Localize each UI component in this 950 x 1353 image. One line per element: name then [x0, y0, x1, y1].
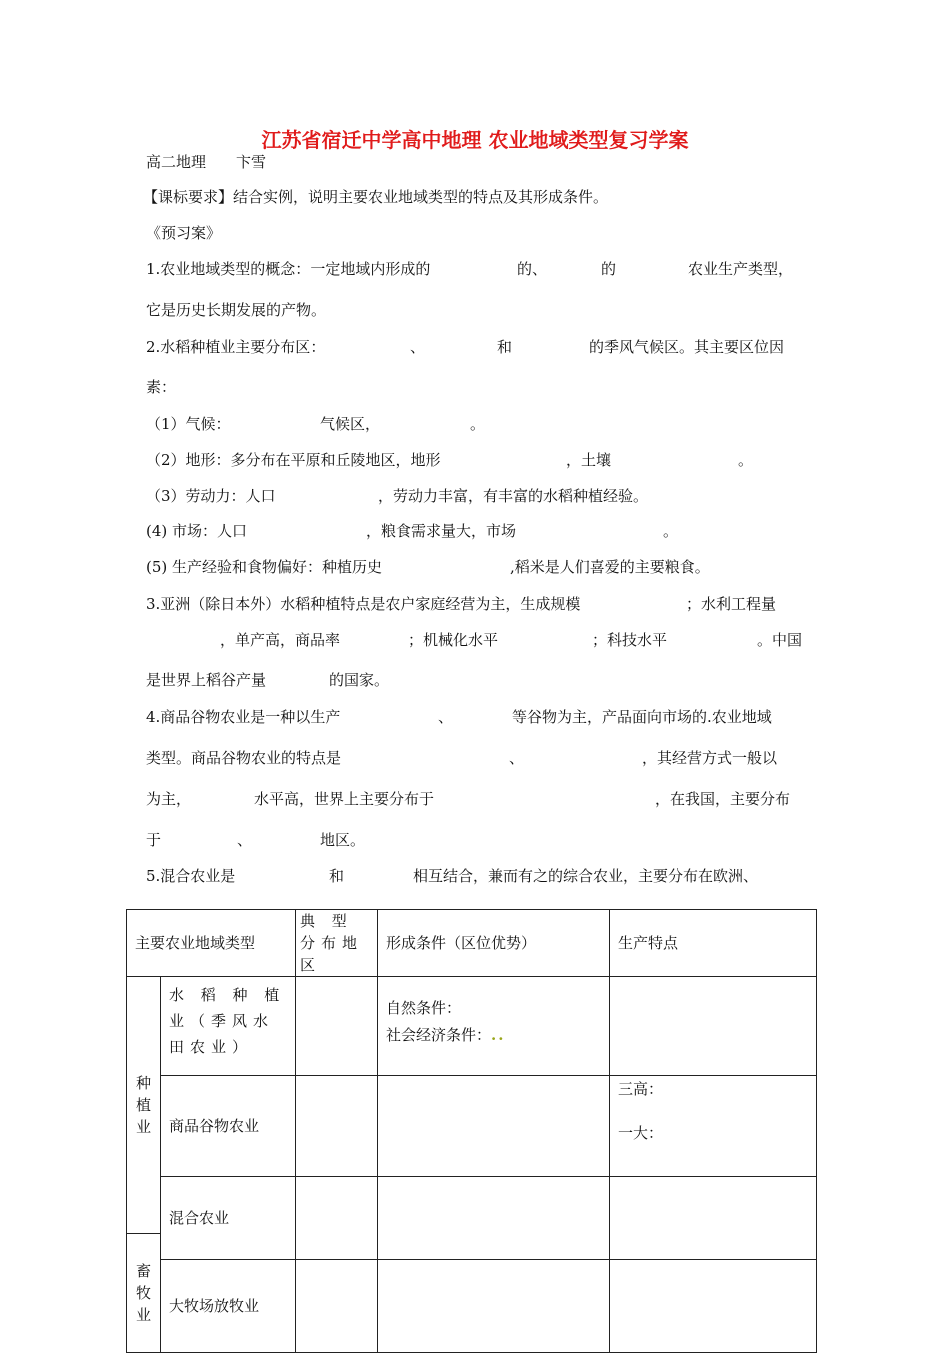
section-heading: 《预习案》	[146, 224, 222, 242]
q4-part-a: 4.商品谷物农业是一种以生产	[146, 708, 341, 726]
q2-item2-c: 。	[738, 451, 754, 469]
rice-conditions-cell	[378, 977, 610, 1076]
q2-item3-b: ，劳动力丰富，有丰富的水稻种植经验。	[378, 487, 649, 505]
q4-part-k: 、	[237, 831, 253, 849]
q2-item3-a: （3）劳动力：人口	[146, 487, 276, 505]
group-planting: 种植业	[127, 977, 161, 1234]
ranch-conditions-cell	[378, 1260, 610, 1353]
grade-label: 高二地理	[146, 153, 207, 171]
q3-part-b: ；水利工程量	[686, 595, 777, 613]
rice-social-label: 社会经济条件：	[386, 1026, 492, 1044]
q4-part-f: ，其经营方式一般以	[642, 749, 778, 767]
q5-part-b: 和	[329, 867, 345, 885]
rice-social-line	[386, 1022, 601, 1049]
requirement-line	[143, 187, 608, 207]
rice-natural-label: 自然条件：	[386, 999, 462, 1017]
mixed-region-cell	[296, 1177, 378, 1260]
q3-part-a: 3.亚洲（除日本外）水稻种植特点是农户家庭经营为主，生成规模	[146, 595, 581, 613]
grain-conditions-cell	[378, 1076, 610, 1177]
header-features: 生产特点	[610, 910, 817, 977]
q2-item4-c: 。	[663, 522, 679, 540]
q2-part-c: 和	[497, 338, 513, 356]
q2-part-b: 、	[410, 338, 426, 356]
mixed-conditions-cell	[378, 1177, 610, 1260]
q4-part-j: 于	[146, 831, 162, 849]
q2-item1-a: （1）气候：	[146, 415, 231, 433]
q2-item2-b: ，土壤	[566, 451, 612, 469]
q3-part-e: ；科技水平	[592, 631, 668, 649]
document-title: 江苏省宿迁中学高中地理 农业地域类型复习学案	[261, 128, 689, 152]
q4-part-g: 为主，	[146, 790, 192, 808]
q1-part-b: 的、	[517, 260, 548, 278]
ranch-region-cell	[296, 1260, 378, 1353]
q4-part-h: 水平高，世界上主要分布于	[254, 790, 435, 808]
grain-region-cell	[296, 1076, 378, 1177]
q2-item2-a: （2）地形：多分布在平原和丘陵地区，地形	[146, 451, 441, 469]
agriculture-types-table	[126, 909, 817, 1353]
grain-features-cell	[610, 1076, 817, 1177]
rice-region-cell	[296, 977, 378, 1076]
q2-item1-b: 气候区，	[320, 415, 381, 433]
q2-part-d: 的季风气候区。其主要区位因	[589, 338, 785, 356]
header-type: 主要农业地域类型	[127, 910, 296, 977]
q4-part-d: 类型。商品谷物农业的特点是	[146, 749, 342, 767]
header-conditions: 形成条件（区位优势）	[378, 910, 610, 977]
q2-item5-b: ,稻米是人们喜爱的主要粮食。	[510, 558, 710, 576]
group-livestock: 畜牧业	[127, 1234, 161, 1353]
header-region-text: 典 型 分布地区	[300, 912, 364, 974]
q3-part-h: 的国家。	[329, 671, 390, 689]
q1-part-e: 它是历史长期发展的产物。	[146, 301, 327, 319]
grain-feature-one-big: 一大：	[618, 1124, 664, 1142]
q2-part-a: 2.水稻种植业主要分布区：	[146, 338, 326, 356]
q1-part-a: 1.农业地域类型的概念：一定地域内形成的	[146, 260, 431, 278]
author-name: 卞雪	[236, 153, 267, 171]
q3-part-g: 是世界上稻谷产量	[146, 671, 267, 689]
rice-dots: ..	[491, 1026, 506, 1044]
q2-item4-a: (4) 市场：人口	[146, 522, 248, 540]
q3-part-d: ；机械化水平	[408, 631, 499, 649]
row-mixed-label: 混合农业	[161, 1177, 296, 1260]
row-rice	[161, 977, 296, 1076]
row-grain-label: 商品谷物农业	[161, 1076, 296, 1177]
q5-part-a: 5.混合农业是	[146, 867, 236, 885]
q2-item4-b: ，粮食需求量大，市场	[366, 522, 517, 540]
grain-feature-three-high: 三高：	[618, 1080, 664, 1098]
q4-part-l: 地区。	[320, 831, 366, 849]
q1-part-c: 的	[601, 260, 617, 278]
q2-part-e: 素：	[146, 378, 177, 396]
q3-part-f: 。中国	[757, 631, 803, 649]
q4-part-i: ，在我国，主要分布	[655, 790, 791, 808]
ranch-features-cell	[610, 1260, 817, 1353]
q3-part-c: ，单产高，商品率	[220, 631, 341, 649]
q4-part-c: 等谷物为主，产品面向市场的.农业地域	[512, 708, 772, 726]
q4-part-e: 、	[509, 749, 525, 767]
q2-item1-c: 。	[470, 415, 486, 433]
q5-part-c: 相互结合，兼而有之的综合农业，主要分布在欧洲、	[413, 867, 759, 885]
q2-item5-a: (5) 生产经验和食物偏好：种植历史	[146, 558, 383, 576]
row-ranch-label: 大牧场放牧业	[161, 1260, 296, 1353]
rice-features-cell	[610, 977, 817, 1076]
header-region	[296, 910, 378, 977]
requirement-text: 结合实例，说明主要农业地域类型的特点及其形成条件。	[233, 188, 609, 206]
mixed-features-cell	[610, 1177, 817, 1260]
requirement-label: 【课标要求】	[143, 188, 234, 206]
row-rice-label: 水 稻 种 植 业（季风水田农业）	[169, 986, 286, 1056]
q1-part-d: 农业生产类型，	[688, 260, 794, 278]
q4-part-b: 、	[438, 708, 454, 726]
